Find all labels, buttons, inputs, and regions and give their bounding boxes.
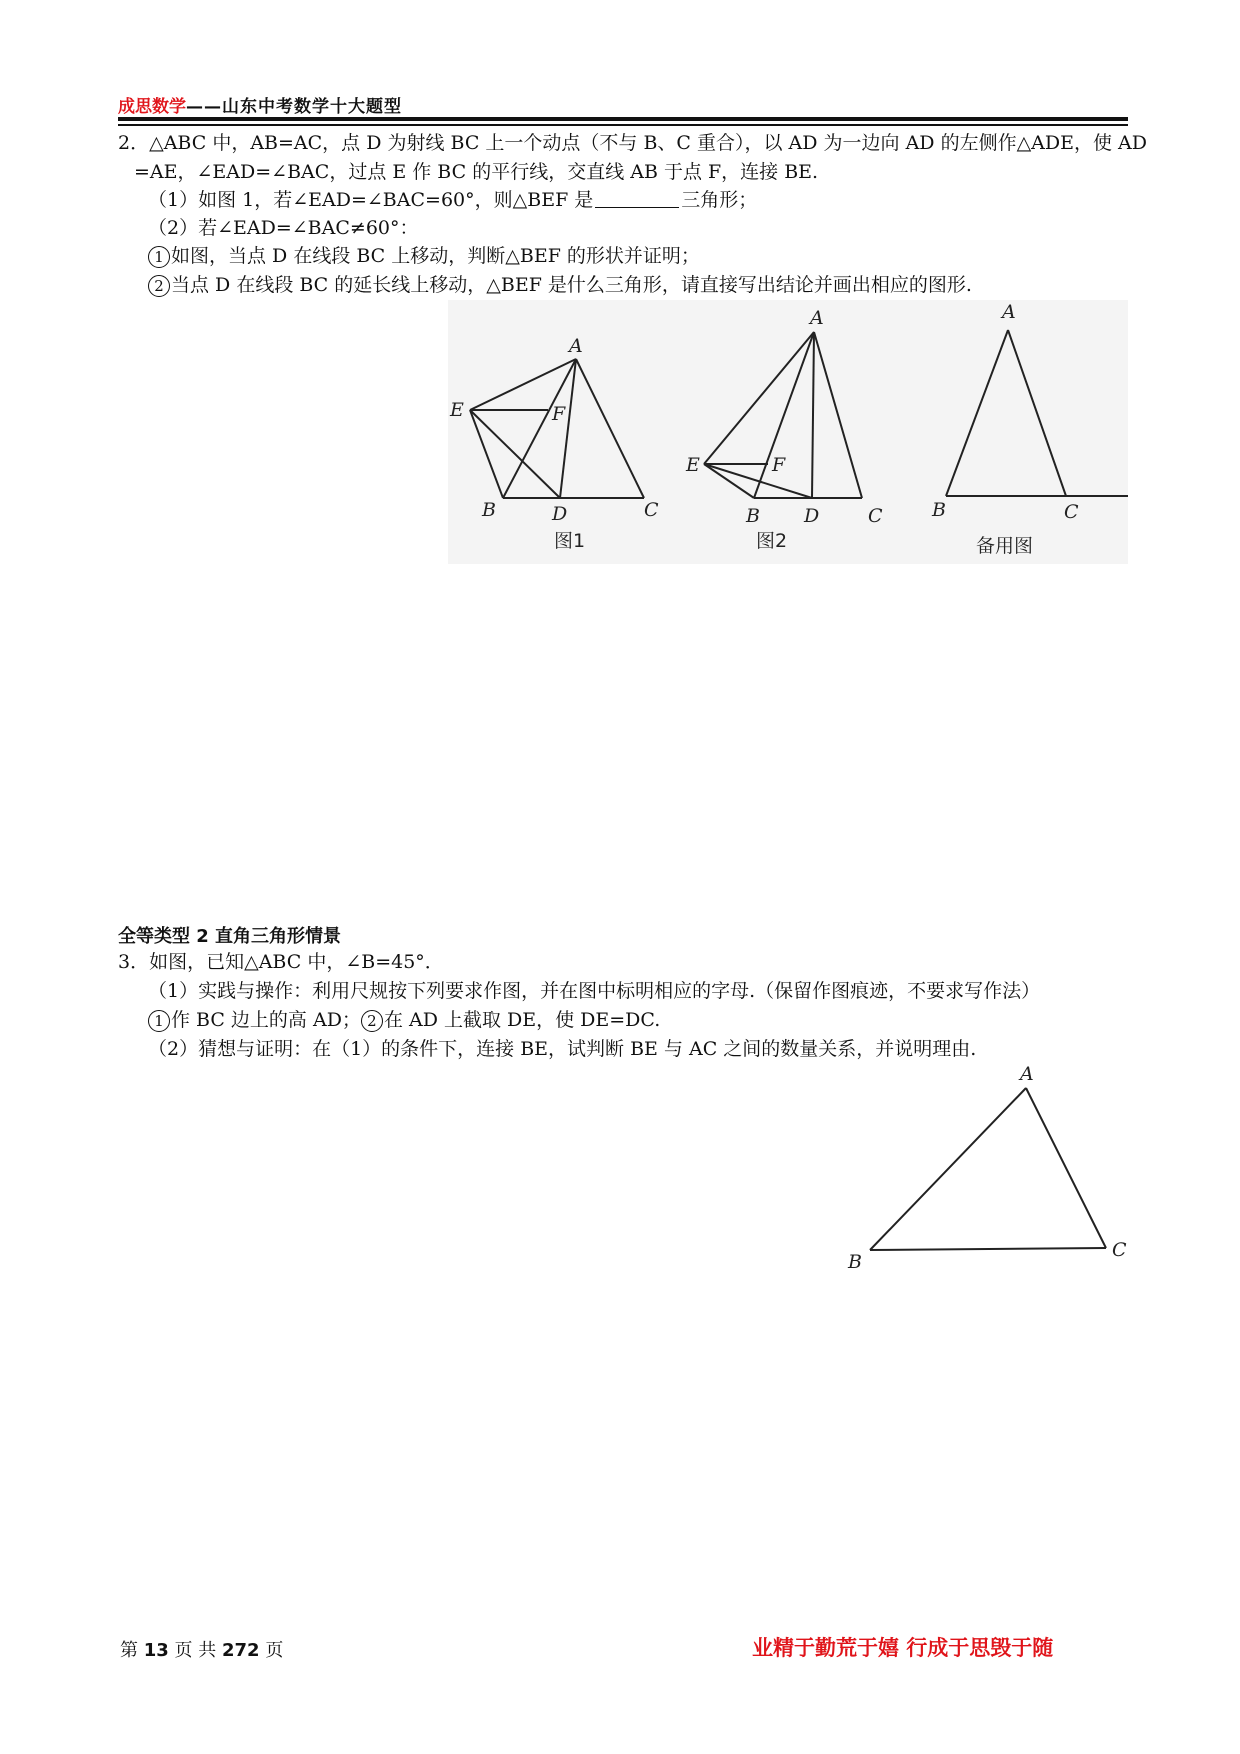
problem3-sub1-text: 作 BC 边上的高 AD；	[171, 1009, 361, 1031]
page-prefix: 第	[120, 1640, 138, 1661]
label-D: D	[804, 505, 820, 527]
seg-AD	[812, 332, 814, 498]
figure-1-lines	[470, 359, 644, 498]
seg-EB	[704, 464, 754, 498]
seg-EB	[470, 410, 503, 498]
label-B: B	[746, 505, 760, 527]
header-subtitle: ——山东中考数学十大题型	[186, 97, 402, 117]
figure-2-caption: 图2	[756, 530, 788, 552]
page-mid: 页 共	[174, 1640, 217, 1661]
label-F: F	[552, 403, 566, 425]
label-D: D	[552, 503, 568, 525]
problem2-part1-tail: 三角形；	[681, 189, 758, 211]
label-E: E	[686, 454, 700, 476]
label-A: A	[1020, 1063, 1034, 1085]
label-C: C	[644, 499, 659, 521]
label-C: C	[868, 505, 883, 527]
seg-AC	[576, 359, 644, 498]
label-C: C	[1064, 501, 1079, 523]
seg-AC	[1026, 1088, 1106, 1248]
total-pages: 272	[222, 1640, 260, 1661]
figure-2	[688, 300, 918, 564]
problem2-sub1	[148, 244, 700, 268]
problem2-sub1-text: 如图，当点 D 在线段 BC 上移动，判断△BEF 的形状并证明；	[171, 245, 700, 267]
figure-4	[830, 1058, 1130, 1278]
figure-1-caption: 图1	[554, 530, 586, 552]
problem2-part1-text: （1）如图 1，若∠EAD=∠BAC=60°，则△BEF 是	[148, 189, 594, 211]
label-E: E	[450, 399, 464, 421]
seg-AC	[814, 332, 862, 498]
label-C: C	[1112, 1239, 1127, 1261]
seg-AC	[1008, 330, 1066, 496]
seg-AB	[870, 1088, 1026, 1250]
label-B: B	[932, 499, 946, 521]
problem3-part1: （1）实践与操作：利用尺规按下列要求作图，并在图中标明相应的字母.（保留作图痕迹，不要求写作法）	[148, 980, 1041, 1002]
header-rule-thin	[118, 124, 1128, 126]
label-F: F	[772, 454, 786, 476]
section-title: 全等类型 2 直角三角形情景	[118, 926, 342, 947]
circled-number: 2	[361, 1010, 383, 1032]
label-A: A	[569, 335, 583, 357]
figure-3-caption: 备用图	[976, 535, 1034, 557]
page-suffix: 页	[265, 1640, 284, 1661]
label-B: B	[848, 1251, 862, 1273]
circled-number: 1	[148, 246, 170, 268]
problem2-line1: 2．△ABC 中，AB=AC，点 D 为射线 BC 上一个动点（不与 B、C 重合），以 AD 为一边向 AD 的左侧作△ADE，使 AD	[118, 132, 1147, 154]
seg-ED	[470, 410, 560, 498]
page-number	[120, 1636, 283, 1662]
problem3-sub	[148, 1008, 660, 1032]
seg-ED	[704, 464, 812, 498]
seg-BC	[870, 1248, 1106, 1250]
figure-1	[448, 300, 688, 564]
problem2-part1	[148, 188, 757, 212]
figure-4-lines	[870, 1088, 1106, 1250]
label-A: A	[1002, 301, 1016, 323]
answer-blank	[595, 189, 679, 208]
seg-AE	[704, 332, 814, 464]
problem2-sub2	[148, 273, 972, 297]
page-header	[118, 92, 402, 117]
problem2-sub2-text: 当点 D 在线段 BC 的延长线上移动，△BEF 是什么三角形，请直接写出结论并画出相应的图形.	[171, 274, 972, 296]
label-A: A	[810, 307, 824, 329]
brand-name: 成思数学	[118, 97, 186, 117]
problem3-line1: 3．如图，已知△ABC 中，∠B=45°．	[118, 951, 444, 973]
circled-number: 2	[148, 275, 170, 297]
circled-number: 1	[148, 1010, 170, 1032]
problem3-sub2-text: 在 AD 上截取 DE，使 DE=DC.	[383, 1009, 661, 1031]
header-rule-thick	[118, 117, 1128, 121]
footer-motto: 业精于勤荒于嬉 行成于思毁于随	[752, 1636, 1054, 1660]
problem2-part2: （2）若∠EAD=∠BAC≠60°：	[148, 217, 419, 239]
figure-3	[918, 300, 1128, 564]
label-B: B	[482, 499, 496, 521]
seg-AD	[560, 359, 576, 498]
current-page: 13	[143, 1640, 169, 1661]
problem2-line2: =AE，∠EAD=∠BAC，过点 E 作 BC 的平行线，交直线 AB 于点 F，连接 BE.	[134, 161, 819, 183]
problem3-part2: （2）猜想与证明：在（1）的条件下，连接 BE，试判断 BE 与 AC 之间的数量关系，并说明理由.	[148, 1038, 977, 1060]
seg-AB	[946, 330, 1008, 496]
figure-3-lines	[946, 330, 1128, 496]
